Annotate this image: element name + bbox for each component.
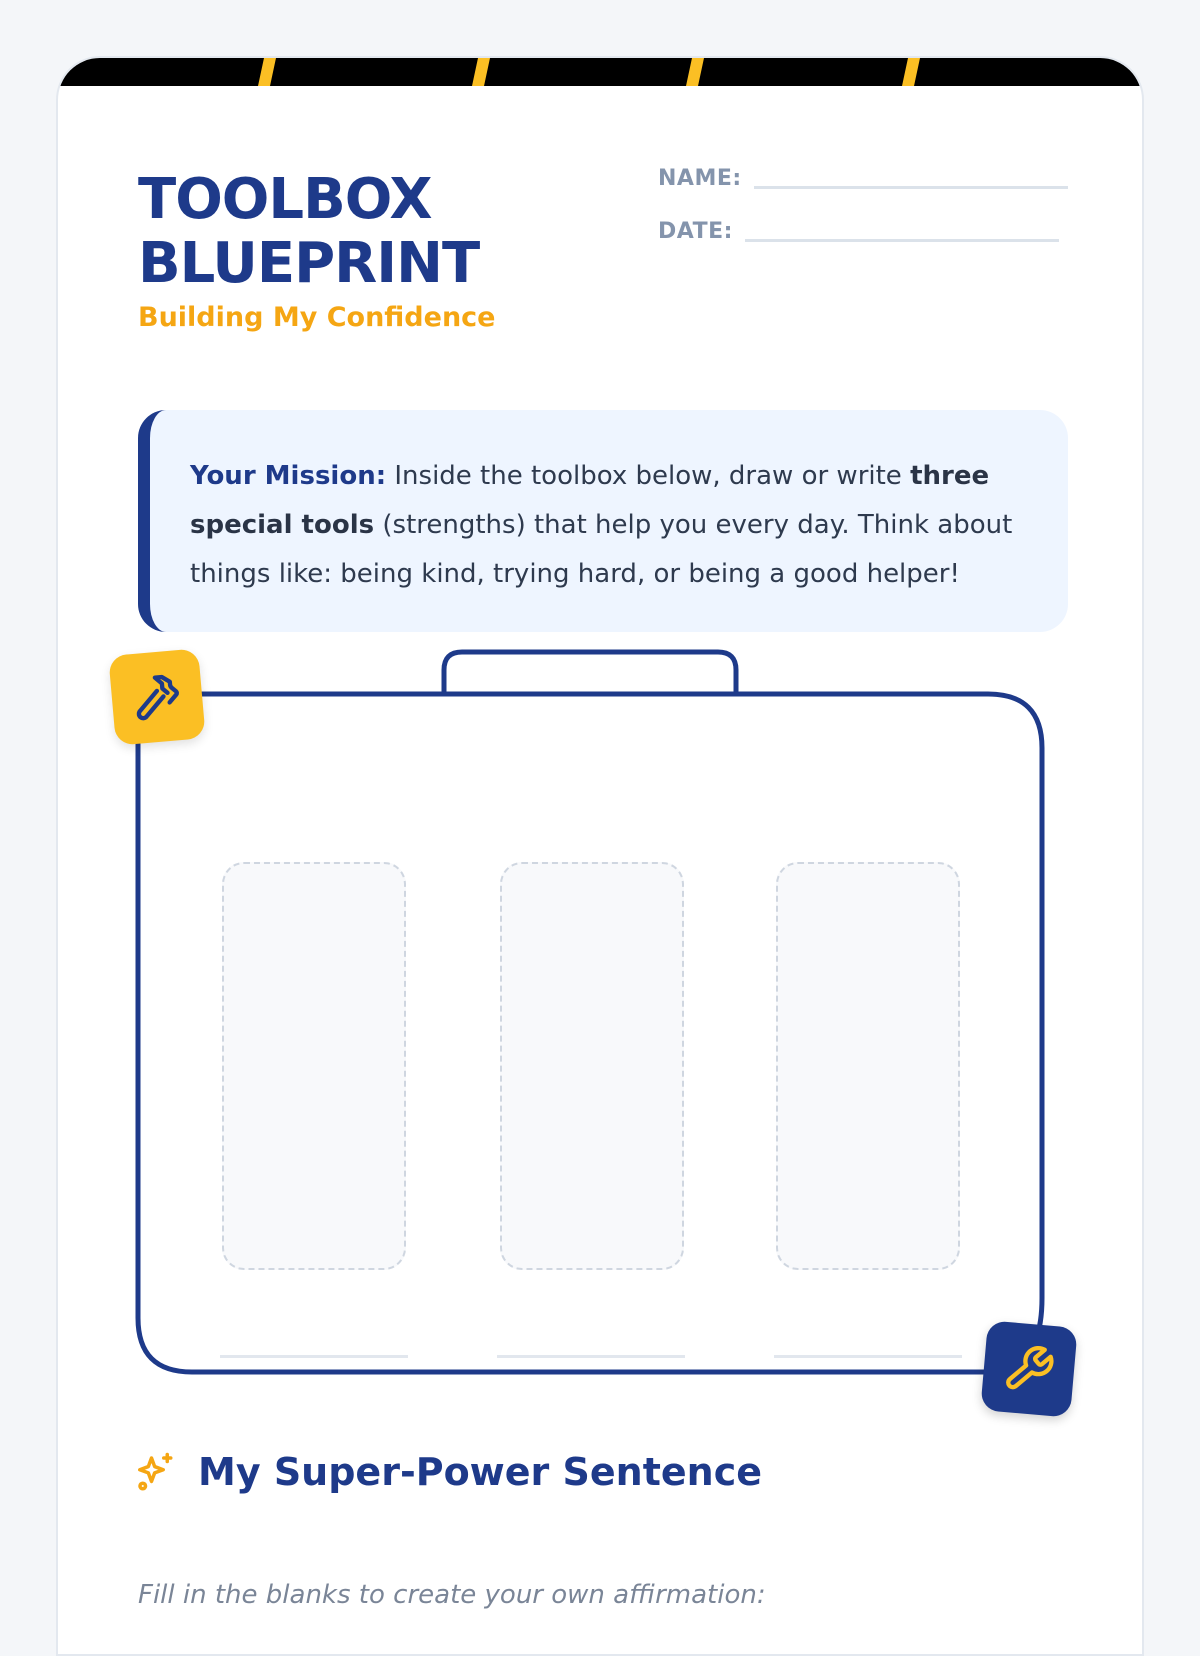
hammer-icon xyxy=(129,669,185,725)
tool-label-line-2[interactable] xyxy=(497,1355,685,1358)
date-field[interactable] xyxy=(658,219,1059,244)
page-subtitle: Building My Confidence xyxy=(138,302,496,333)
wrench-icon xyxy=(1001,1341,1057,1397)
mission-text-1: Inside the toolbox below, draw or write xyxy=(386,461,911,491)
mission-callout xyxy=(138,410,1068,632)
title-line-1: TOOLBOX xyxy=(138,167,432,232)
date-label: DATE: xyxy=(658,219,733,244)
mission-text-2: (strengths) that help you every day. Think about things like: being kind, trying hard, or being a good helper! xyxy=(190,510,1013,589)
affirmation-heading xyxy=(134,1450,762,1494)
affirmation-title: My Super-Power Sentence xyxy=(198,1450,763,1494)
mission-bold: three special tools xyxy=(190,461,990,540)
hazard-stripe-bar xyxy=(58,58,1142,86)
mission-lead: Your Mission: xyxy=(190,461,387,491)
name-field[interactable] xyxy=(658,166,1068,191)
wrench-badge xyxy=(980,1320,1078,1418)
tool-slot-2[interactable] xyxy=(500,862,684,1270)
tool-label-line-3[interactable] xyxy=(774,1355,962,1358)
tool-slot-1[interactable] xyxy=(222,862,406,1270)
toolbox xyxy=(108,648,1098,1428)
page-title xyxy=(138,168,479,296)
sparkles-icon xyxy=(134,1451,176,1493)
affirmation-instructions: Fill in the blanks to create your own affirmation: xyxy=(138,1580,766,1610)
hammer-badge xyxy=(108,648,206,746)
name-label: NAME: xyxy=(658,166,742,191)
date-line[interactable] xyxy=(745,237,1059,242)
tool-label-line-1[interactable] xyxy=(220,1355,408,1358)
title-line-2: BLUEPRINT xyxy=(138,231,480,296)
name-line[interactable] xyxy=(754,184,1068,189)
tool-slot-3[interactable] xyxy=(776,862,960,1270)
worksheet-page xyxy=(56,56,1144,1656)
